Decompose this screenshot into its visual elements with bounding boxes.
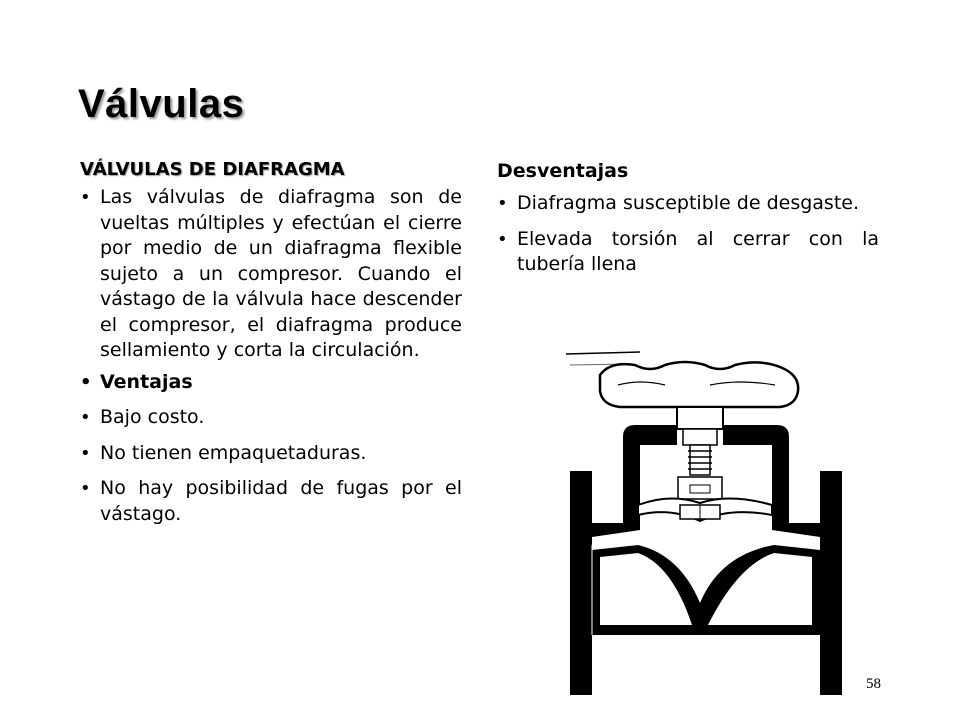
right-section-heading: Desventajas	[497, 160, 629, 182]
bullet-disadvantage: • Diafragma susceptible de desgaste.	[497, 191, 879, 217]
bullet-disadvantage: • Elevada torsión al cerrar con la tubería llena	[497, 227, 879, 278]
bullet-description: • Las válvulas de diafragma son de vueltas múltiples y efectúan el cierre por medio de un diafragma flexible sujeto a un compresor. Cuando el vástago de la válvula hace descender el compresor, el diafragma produce sellamiento y corta la circulación.	[80, 185, 462, 364]
left-section-heading: VÁLVULAS DE DIAFRAGMA	[80, 159, 345, 180]
left-bullet-list	[80, 185, 462, 527]
right-column	[497, 157, 879, 288]
page-number: 58	[866, 676, 881, 692]
bullet-advantage: • Bajo costo.	[80, 405, 462, 431]
diaphragm-valve-icon	[560, 345, 852, 695]
bullet-advantage: • No tienen empaquetaduras.	[80, 441, 462, 467]
bullet-advantage: • No hay posibilidad de fugas por el vástago.	[80, 476, 462, 527]
bullet-ventajas-heading: • Ventajas	[80, 370, 462, 396]
right-bullet-list	[497, 191, 879, 278]
slide-title: Válvulas	[78, 82, 245, 126]
left-column	[80, 157, 462, 537]
